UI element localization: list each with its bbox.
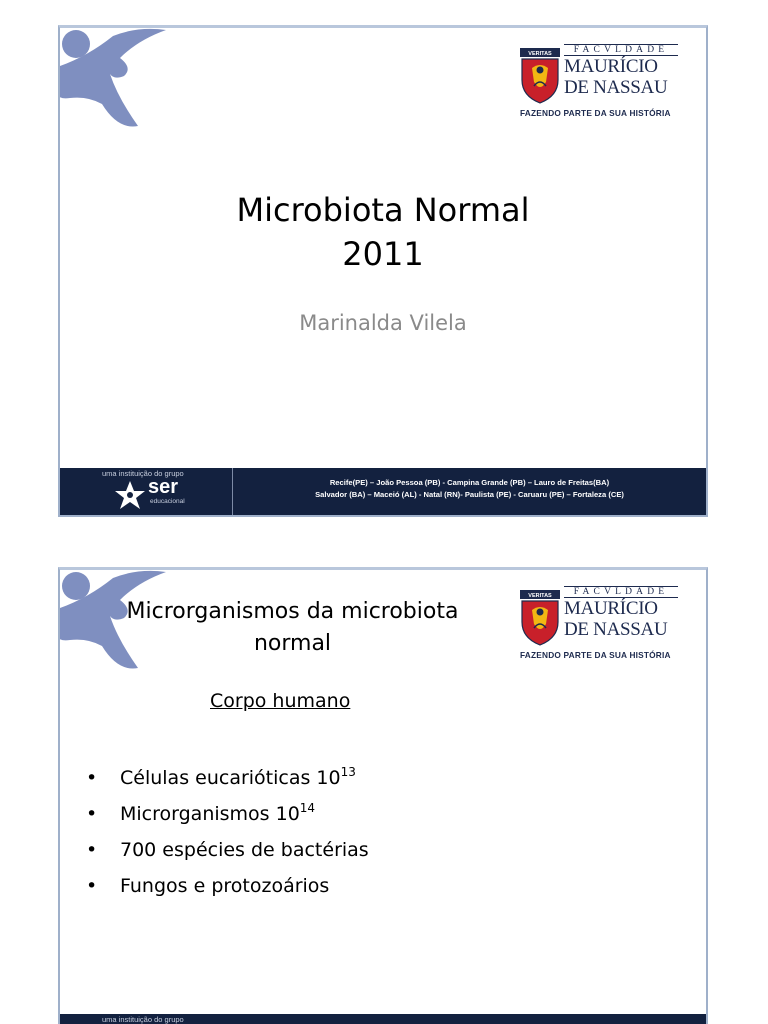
person-figure-decoration-icon bbox=[58, 26, 173, 136]
logo-name-line1: MAURÍCIO bbox=[564, 598, 658, 619]
logo-facvldade: FACVLDADE bbox=[564, 44, 678, 56]
crest-lion-icon bbox=[520, 48, 560, 104]
list-item bbox=[86, 832, 369, 868]
svg-text:VERITAS: VERITAS bbox=[528, 51, 552, 57]
slide-2-title bbox=[90, 596, 495, 660]
bullet-exponent: 13 bbox=[340, 765, 356, 779]
slide-footer bbox=[60, 468, 706, 515]
faculty-logo bbox=[520, 44, 678, 122]
title-line-1: Microbiota Normal bbox=[236, 191, 530, 229]
section-heading: Corpo humano bbox=[210, 690, 351, 712]
bullet-list bbox=[86, 760, 369, 904]
group-brand bbox=[60, 468, 233, 515]
bullet-icon: • bbox=[86, 803, 98, 825]
ser-star-icon bbox=[114, 480, 146, 510]
logo-tagline: FAZENDO PARTE DA SUA HISTÓRIA bbox=[520, 108, 671, 118]
bullet-text: Fungos e protozoários bbox=[120, 875, 330, 897]
slide-2 bbox=[58, 567, 708, 1024]
faculty-logo bbox=[520, 586, 678, 664]
logo-name-line1: MAURÍCIO bbox=[564, 56, 658, 77]
cities-list bbox=[233, 477, 706, 501]
group-label: uma instituição do grupo bbox=[102, 469, 184, 478]
author-name: Marinalda Vilela bbox=[299, 311, 467, 335]
crest-lion-icon bbox=[520, 590, 560, 646]
bullet-icon: • bbox=[86, 839, 98, 861]
ser-brand: ser bbox=[148, 476, 179, 498]
bullet-exponent: 14 bbox=[299, 801, 316, 815]
bullet-text: 700 espécies de bactérias bbox=[120, 839, 369, 861]
list-item bbox=[86, 796, 369, 832]
bullet-text: Microrganismos 10 bbox=[120, 803, 300, 825]
list-item bbox=[86, 760, 369, 796]
bullet-icon: • bbox=[86, 767, 98, 789]
logo-name-line2: DE NASSAU bbox=[564, 77, 668, 98]
bullet-text: Células eucarióticas 10 bbox=[120, 767, 341, 789]
logo-name-line2: DE NASSAU bbox=[564, 619, 668, 640]
slide-1 bbox=[58, 25, 708, 517]
logo-facvldade: FACVLDADE bbox=[564, 586, 678, 598]
logo-tagline: FAZENDO PARTE DA SUA HISTÓRIA bbox=[520, 650, 671, 660]
slide-1-title bbox=[60, 188, 706, 276]
group-label: uma instituição do grupo bbox=[102, 1015, 184, 1024]
title-line-2: normal bbox=[253, 631, 332, 656]
svg-text:VERITAS: VERITAS bbox=[528, 593, 552, 599]
title-line-2: 2011 bbox=[342, 235, 424, 273]
cities-line-2: Salvador (BA) – Maceió (AL) - Natal (RN)- Paulista (PE) - Caruaru (PE) – Fortaleza (CE) bbox=[315, 490, 624, 499]
list-item bbox=[86, 868, 369, 904]
title-line-1: Microrganismos da microbiota bbox=[126, 599, 459, 624]
ser-brand-sub: educacional bbox=[150, 498, 185, 505]
cities-line-1: Recife(PE) – João Pessoa (PB) - Campina Grande (PB) – Lauro de Freitas(BA) bbox=[329, 478, 610, 487]
bullet-icon: • bbox=[86, 875, 98, 897]
slide-footer bbox=[60, 1014, 706, 1024]
